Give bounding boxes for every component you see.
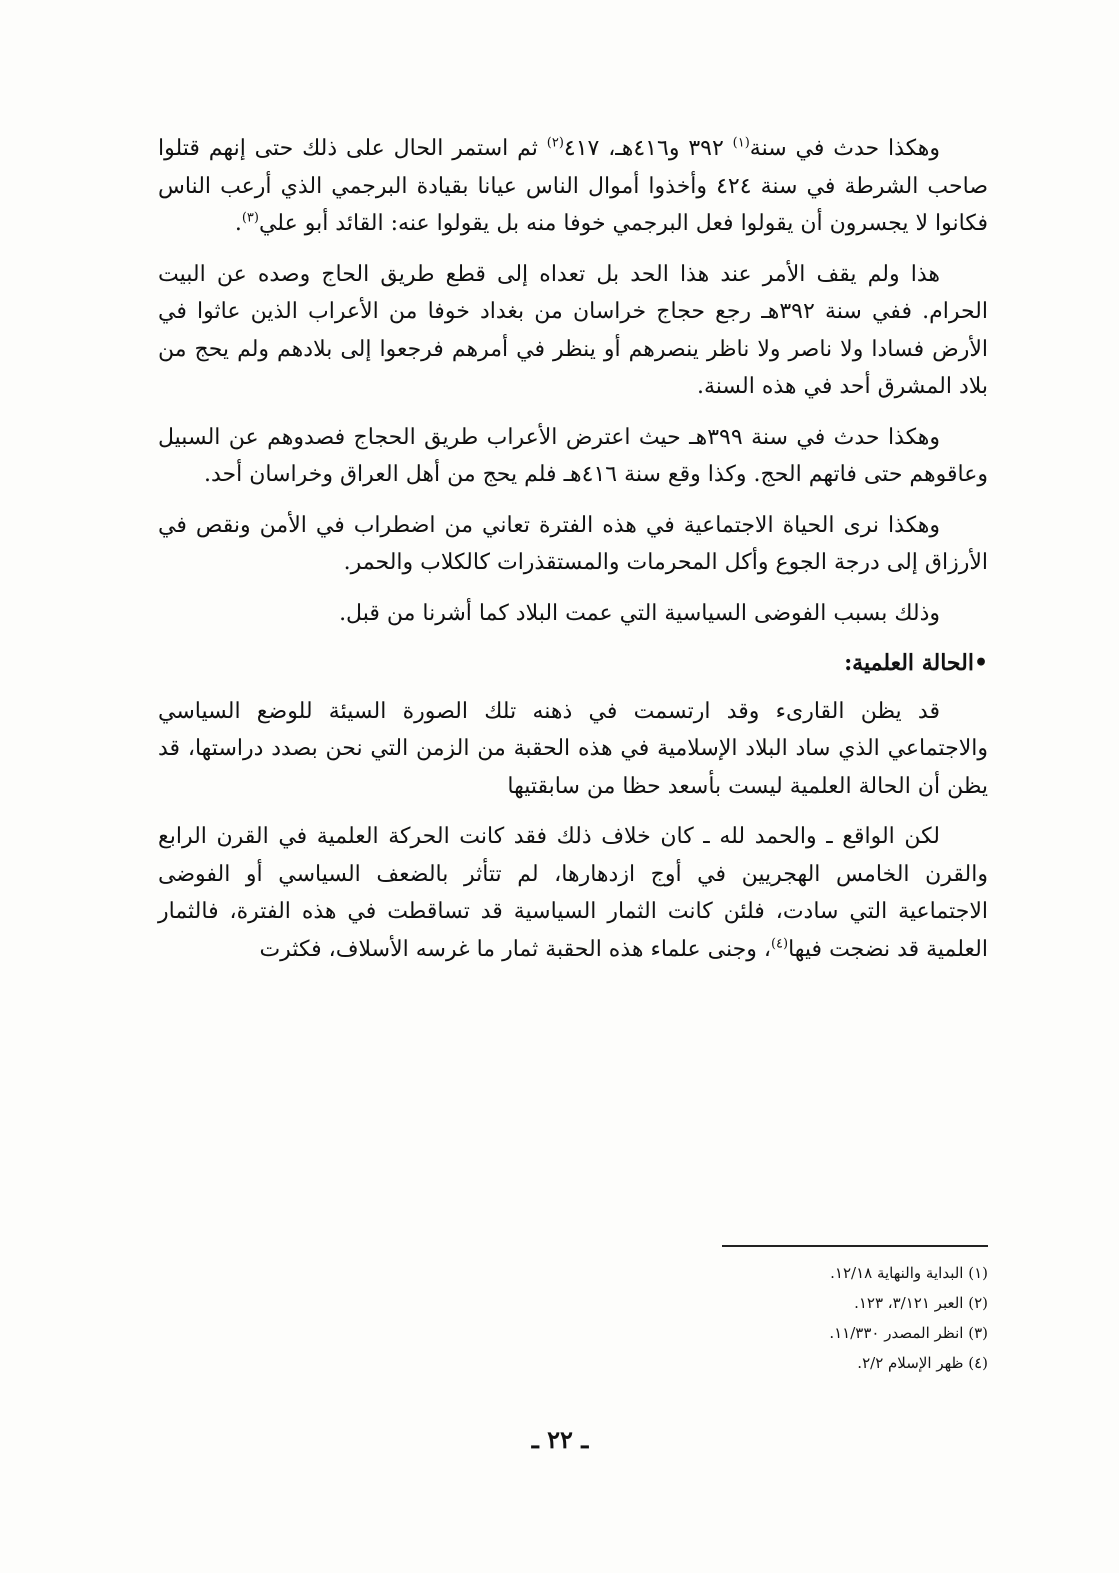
footnote-ref-2: (٢) [546, 135, 564, 151]
footnotes [600, 1258, 988, 1378]
paragraph-1-text-c: ثم استمر الحال على ذلك حتى إنهم قتلوا صاحب الشرطة في سنة ٤٢٤ وأخذوا أموال الناس عيانا بقيادة البرجمي الذي أرعب الناس فكانوا لا يجسرون أن يقولوا فعل البرجمي خوفا منه بل يقولوا عنه: القائد أبو علي [158, 136, 988, 236]
footnote-ref-1: (١) [732, 135, 750, 151]
main-text [158, 130, 988, 981]
paragraph-1 [158, 130, 988, 243]
footnote-3: (٣) انظر المصدر ١١/٣٣٠. [829, 1324, 988, 1342]
footnote-divider [722, 1245, 988, 1247]
section-heading-text: الحالة العلمية: [844, 650, 974, 676]
paragraph-6: قد يظن القارىء وقد ارتسمت في ذهنه تلك الصورة السيئة للوضع السياسي والاجتماعي الذي ساد البلاد الإسلامية في هذه الحقبة من الزمن التي نحن بصدد دراستها، قد يظن أن الحالة العلمية ليست بأسعد حظا من سابقتيها [158, 698, 988, 799]
paragraph-1-text-a: وهكذا حدث في سنة [749, 136, 940, 161]
paragraph-1-text-d: . [234, 211, 242, 236]
page-number: ـ ٢٢ ـ [531, 1425, 589, 1454]
paragraph-5: وذلك بسبب الفوضى السياسية التي عمت البلاد كما أشرنا من قبل. [339, 600, 940, 626]
footnote-1: (١) البداية والنهاية ١٢/١٨. [830, 1264, 988, 1282]
paragraph-7-text-b: ، وجنى علماء هذه الحقبة ثمار ما غرسه الأسلاف، فكثرت [259, 936, 771, 962]
paragraph-2: هذا ولم يقف الأمر عند هذا الحد بل تعداه إلى قطع طريق الحاج وصده عن البيت الحرام. ففي سنة ٣٩٢هـ رجع حجاج خراسان من بغداد خوفا من الأعراب الذين عاثوا في الأرض فسادا ولا ناصر ولا ناظر ينصرهم أو ينظر في أمرهم فرجعوا إلى بلادهم ولم يحج من بلاد المشرق أحد في هذه السنة. [158, 261, 988, 399]
bullet-icon: • [973, 650, 988, 676]
paragraph-7-text-a: لكن الواقع ـ والحمد لله ـ كان خلاف ذلك فقد كانت الحركة العلمية في القرن الرابع والقرن الخامس الهجريين في أوج ازدهارها، لم تتأثر بالضعف السياسي أو الفوضى الاجتماعية التي سادت، فلئن كانت الثمار السياسية قد تساقطت في هذه الفترة، فالثمار العلمية قد نضجت فيها [158, 824, 988, 962]
paragraph-7 [158, 818, 988, 968]
paragraph-4: وهكذا نرى الحياة الاجتماعية في هذه الفترة تعاني من اضطراب في الأمن ونقص في الأرزاق إلى درجة الجوع وأكل المحرمات والمستقذرات كالكلاب والحمر. [158, 512, 988, 575]
paragraph-1-text-b: ٣٩٢ و٤١٦هـ، ٤١٧ [563, 136, 733, 161]
footnote-2: (٢) العبر ٣/١٢١، ١٢٣. [854, 1294, 988, 1312]
footnote-ref-3: (٣) [241, 210, 259, 226]
footnote-4: (٤) ظهر الإسلام ٢/٢. [857, 1354, 988, 1372]
footnote-ref-4: (٤) [770, 936, 789, 952]
section-heading [158, 645, 988, 683]
paragraph-3: وهكذا حدث في سنة ٣٩٩هـ حيث اعترض الأعراب طريق الحجاج فصدوهم عن السبيل وعاقوهم حتى فاتهم الحج. وكذا وقع سنة ٤١٦هـ فلم يحج من أهل العراق وخراسان أحد. [158, 424, 988, 487]
